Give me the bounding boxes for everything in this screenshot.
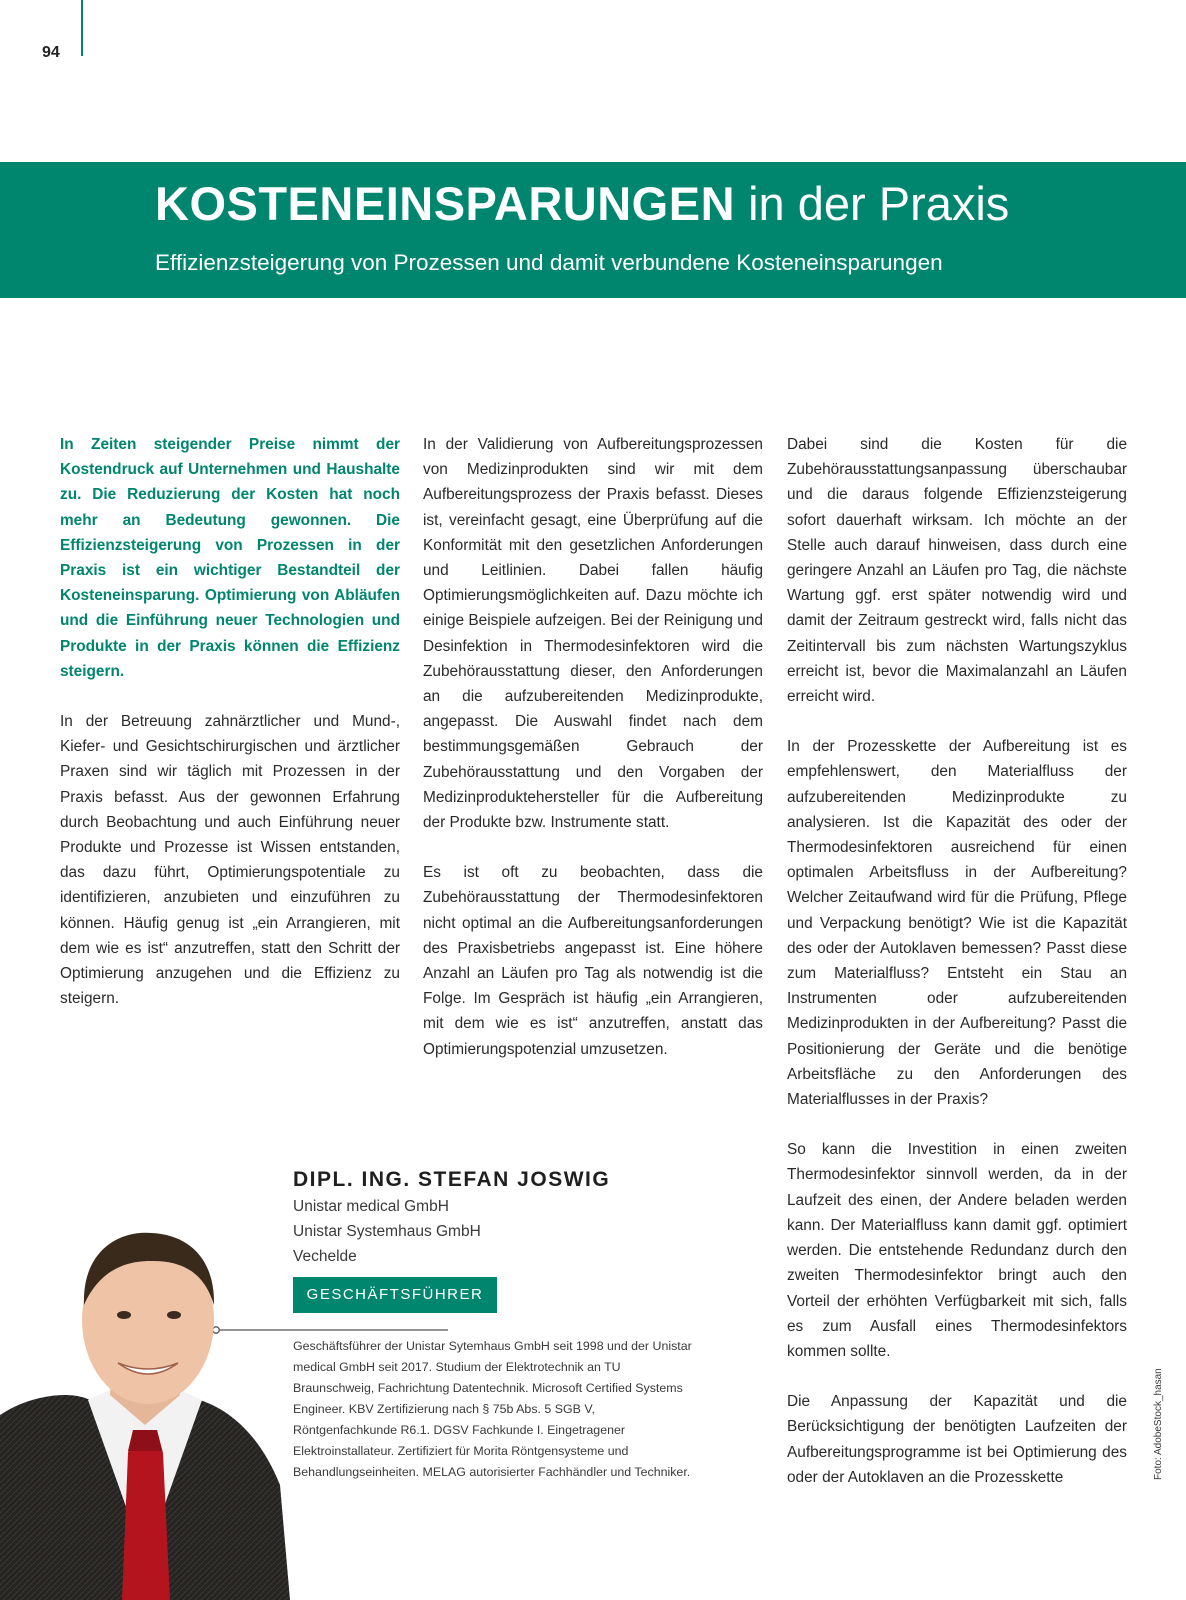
author-name: DIPL. ING. STEFAN JOSWIG (293, 1168, 611, 1191)
title-bold-part: KOSTENEINSPARUNGEN (155, 177, 736, 230)
body-paragraph: In der Validierung von Aufbereitungsprozessen von Medizinprodukten sind wir mit dem Aufbereitungsprozess der Praxis befasst. Dieses ist, vereinfacht gesagt, eine Überprüfung auf die Konformität mit den gesetzlichen Anforderungen und Leitlinien. Dabei fallen häufig Optimierungsmöglichkeiten auf. Dazu möchte ich einige Beispiele aufzeigen. Bei der Reinigung und Desinfektion in Thermodesinfektoren wird die Zubehörausstattung dieser, den Anforderungen an die aufzubereitenden Medizinprodukte, angepasst. Die Auswahl findet nach dem bestimmungsgemäßen Gebrauch der Zubehörausstattung und den Vorgaben der Medizinproduktehersteller für die Aufbereitung der Produkte bzw. Instrumente statt. (423, 436, 763, 832)
body-paragraph: Die Anpassung der Kapazität und die Berücksichtigung der benötigten Laufzeiten der Aufbereitungsprogramme ist bei Optimierung des oder der Autoklaven an die Prozesskette (787, 1393, 1127, 1486)
body-paragraph: In der Prozesskette der Aufbereitung ist es empfehlenswert, den Materialfluss der aufzubereitenden Medizinprodukte zu analysieren. Ist die Kapazität des oder der Thermodesinfektoren ausreichend für einen optimalen Arbeitsfluss in der Aufbereitung? Welcher Zeitaufwand wird für die Prüfung, Pflege und Verpackung benötigt? Wie ist die Kapazität des oder der Autoklaven bemessen? Passt diese zum Materialfluss? Entsteht ein Stau an Instrumenten oder aufzubereitenden Medizinprodukten in der Aufbereitung? Passt die Positionierung der Geräte und die benötige Arbeitsfläche zu den Anforderungen des Materialflusses in der Praxis? (787, 738, 1127, 1109)
author-bio: Geschäftsführer der Unistar Sytemhaus GmbH seit 1998 und der Unistar medical GmbH seit 2017. Studium der Elektrotechnik an TU Braunschweig, Fachrichtung Datentechnik. Microsoft Certified Systems Engineer. KBV Zertifizierung nach § 75b Abs. 5 SGB V, Röntgenfachkunde R6.1. DGSV Fachkunde I. Eingetragener Elektroinstallateur. Zertifiziert für Morita Röntgensysteme und Behandlungseinheiten. MELAG autorisierter Fachhändler und Techniker. (293, 1339, 692, 1479)
article-column-1 (60, 432, 400, 1036)
page-title (155, 176, 1009, 231)
article-column-2 (423, 432, 763, 1087)
author-role-badge: GESCHÄFTSFÜHRER (293, 1277, 497, 1313)
title-light-part: in der Praxis (748, 177, 1010, 230)
body-paragraph: Dabei sind die Kosten für die Zubehörausstattungsanpassung überschaubar und die daraus folgende Effizienzsteigerung sofort dauerhaft wirksam. Ich möchte an der Stelle auch darauf hinweisen, dass durch eine geringere Anzahl an Läufen pro Tag, die nächste Wartung ggf. erst später notwendig wird und damit der Zeitraum gestreckt wird, falls nicht das Zeitintervall bis zum nächsten Wartungszyklus erreicht ist, bevor die Maximalanzahl an Läufen erreicht wird. (787, 436, 1127, 706)
body-paragraph: In der Betreuung zahnärztlicher und Mund-, Kiefer- und Gesichtschirurgischen und ärztlicher Praxen sind wir täglich mit Prozessen in der Praxis befasst. Aus der gewonnen Erfahrung durch Beobachtung und auch Einführung neuer Produkte und Prozesse ist Wissen entstanden, das dazu führt, Optimierungspotentiale zu identifizieren, anzubieten und einzuführen zu können. Häufig genug ist „ein Arrangieren, mit dem wie es ist“ anzutreffen, statt den Schritt der Optimierung anzugehen und die Effizienz zu steigern. (60, 713, 400, 1008)
page-number: 94 (42, 44, 60, 61)
author-company-2: Unistar Systemhaus GmbH (293, 1223, 481, 1240)
lead-paragraph: In Zeiten steigender Preise nimmt der Kostendruck auf Unternehmen und Haushalte zu. Die Reduzierung der Kosten hat noch mehr an Bedeutung gewonnen. Die Effizienzsteigerung von Prozessen in der Praxis ist ein wichtiger Bestandteil der Kosteneinsparung. Optimierung von Abläufen und die Einführung neuer Technologien und Produkte in der Praxis können die Effizienz steigern. (60, 436, 400, 680)
author-company-1: Unistar medical GmbH (293, 1198, 449, 1215)
article-column-3 (787, 432, 1127, 1515)
photo-credit: Foto: AdobeStock_hasan (1153, 1368, 1164, 1480)
author-portrait (0, 1225, 290, 1600)
page-rule (81, 0, 83, 56)
body-paragraph: So kann die Investition in einen zweiten Thermodesinfektor sinnvoll werden, da in der Laufzeit des einen, der Andere beladen werden kann. Der Materialfluss kann damit ggf. optimiert werden. Die entstehende Redundanz durch den zweiten Thermodesinfektor bringt auch den Vorteil der erhöhten Verfügbarkeit mit sich, falls es zum Ausfall eines Thermodesinfektors kommen sollte. (787, 1141, 1127, 1360)
body-paragraph: Es ist oft zu beobachten, dass die Zubehörausstattung der Thermodesinfektoren nicht optimal an die Aufbereitungsanforderungen des Praxisbetriebs angepasst ist. Eine höhere Anzahl an Läufen pro Tag als notwendig ist die Folge. Im Gespräch ist häufig „ein Arrangieren, mit dem wie es ist“ anzutreffen, anstatt das Optimierungspotenzial umzusetzen. (423, 864, 763, 1058)
author-city: Vechelde (293, 1248, 357, 1265)
page-subtitle: Effizienzsteigerung von Prozessen und damit verbundene Kosteneinsparungen (155, 250, 943, 275)
